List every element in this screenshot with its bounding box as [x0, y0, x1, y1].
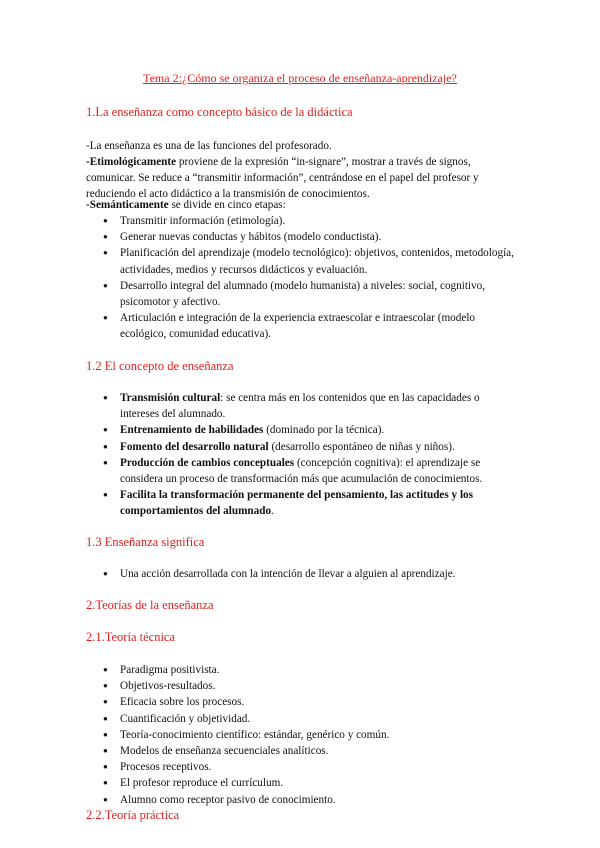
list-item: ● Planificación del aprendizaje (modelo tecnológico): objetivos, contenidos, metodología, actividades, medios y recursos didácticos y evaluación. [86, 245, 516, 277]
list-item-bold: Producción de cambios conceptuales [120, 456, 295, 469]
semantics-label: -Semánticamente [86, 199, 169, 211]
concept-list [86, 390, 516, 520]
section-heading-2-2: 2.2.Teoría práctica [86, 808, 180, 822]
paragraph-intro: -La enseñanza es una de las funciones del profesorado. [86, 140, 332, 152]
list-item: ● Modelos de enseñanza secuenciales analíticos. [86, 743, 516, 759]
etymology-text: proviene de la expresión “in-signare”, mostrar a través de signos, comunicar. Se reduce a “transmitir información”, centrándose en el papel del profesor y reduciendo el acto didáctico a la transmisión de conocimientos. [86, 156, 479, 201]
paragraph-etymology [86, 154, 516, 203]
section-heading-1-3: 1.3 Enseñanza signifíca [86, 535, 205, 549]
list-item: ● Teoría-conocimiento científico: estándar, genérico y común. [86, 727, 516, 743]
section-heading-1: 1.La enseñanza como concepto básico de la didáctica [86, 105, 353, 119]
list-item [86, 487, 516, 519]
list-item-text: (dominado por la técnica). [263, 424, 385, 437]
list-item-bold: Transmisión cultural [120, 392, 221, 404]
list-item-text: . [271, 505, 274, 518]
list-item: ● Generar nuevas conductas y hábitos (modelo conductista). [86, 229, 516, 245]
section-heading-1-2: 1.2 El concepto de enseñanza [86, 359, 234, 373]
list-item-text: (concepción cognitiva): el aprendizaje se considera un proceso de transformación más que acumulación de conocimientos. [120, 456, 483, 486]
stages-list [86, 213, 516, 343]
meaning-list [86, 566, 516, 582]
technical-theory-list [86, 662, 516, 808]
list-item [86, 422, 516, 438]
list-item: ● Desarrollo integral del alumnado (modelo humanista) a niveles: social, cognitivo, psicomotor y afectivo. [86, 278, 516, 310]
list-item: ● Articulación e integración de la experiencia extraescolar e intraescolar (modelo ecológico, comunidad educativa). [86, 310, 516, 342]
section-heading-2-1: 2.1.Teoría técnica [86, 630, 176, 644]
list-item: ● Cuantificación y objetividad. [86, 711, 516, 727]
etymology-label: -Etimológicamente [86, 156, 177, 168]
list-item: ● El profesor reproduce el currículum. [86, 775, 516, 791]
semantics-text: se divide en cinco etapas: [168, 199, 286, 211]
list-item-text: (desarrollo espontáneo de niñas y niños). [268, 440, 455, 453]
list-item: ● Procesos receptivos. [86, 759, 516, 775]
list-item: ● Objetivos-resultados. [86, 678, 516, 694]
list-item: ● Una acción desarrollada con la intención de llevar a alguien al aprendizaje. [86, 566, 516, 582]
list-item: ● Transmitir información (etimología). [86, 213, 516, 229]
list-item [86, 439, 516, 455]
list-item [86, 455, 516, 487]
list-item-text: : se centra más en los contenidos que en las capacidades o intereses del alumnado. [120, 392, 480, 421]
document-title: Tema 2:¿Cómo se organiza el proceso de enseñanza-aprendizaje? [143, 71, 457, 85]
list-item-bold: Fomento del desarrollo natural [120, 440, 269, 453]
section-heading-2: 2.Teorías de la enseñanza [86, 598, 214, 612]
list-item [86, 390, 516, 422]
list-item-bold: Facilita la transformación permanente del pensamiento, las actitudes y los comportamientos del alumnado [120, 489, 473, 518]
list-item: ● Alumno como receptor pasivo de conocimiento. [86, 792, 516, 808]
list-item-bold: Entrenamiento de habilidades [120, 424, 264, 437]
list-item: ● Paradigma positivista. [86, 662, 516, 678]
list-item: ● Eficacia sobre los procesos. [86, 694, 516, 710]
paragraph-semantics [86, 197, 516, 213]
